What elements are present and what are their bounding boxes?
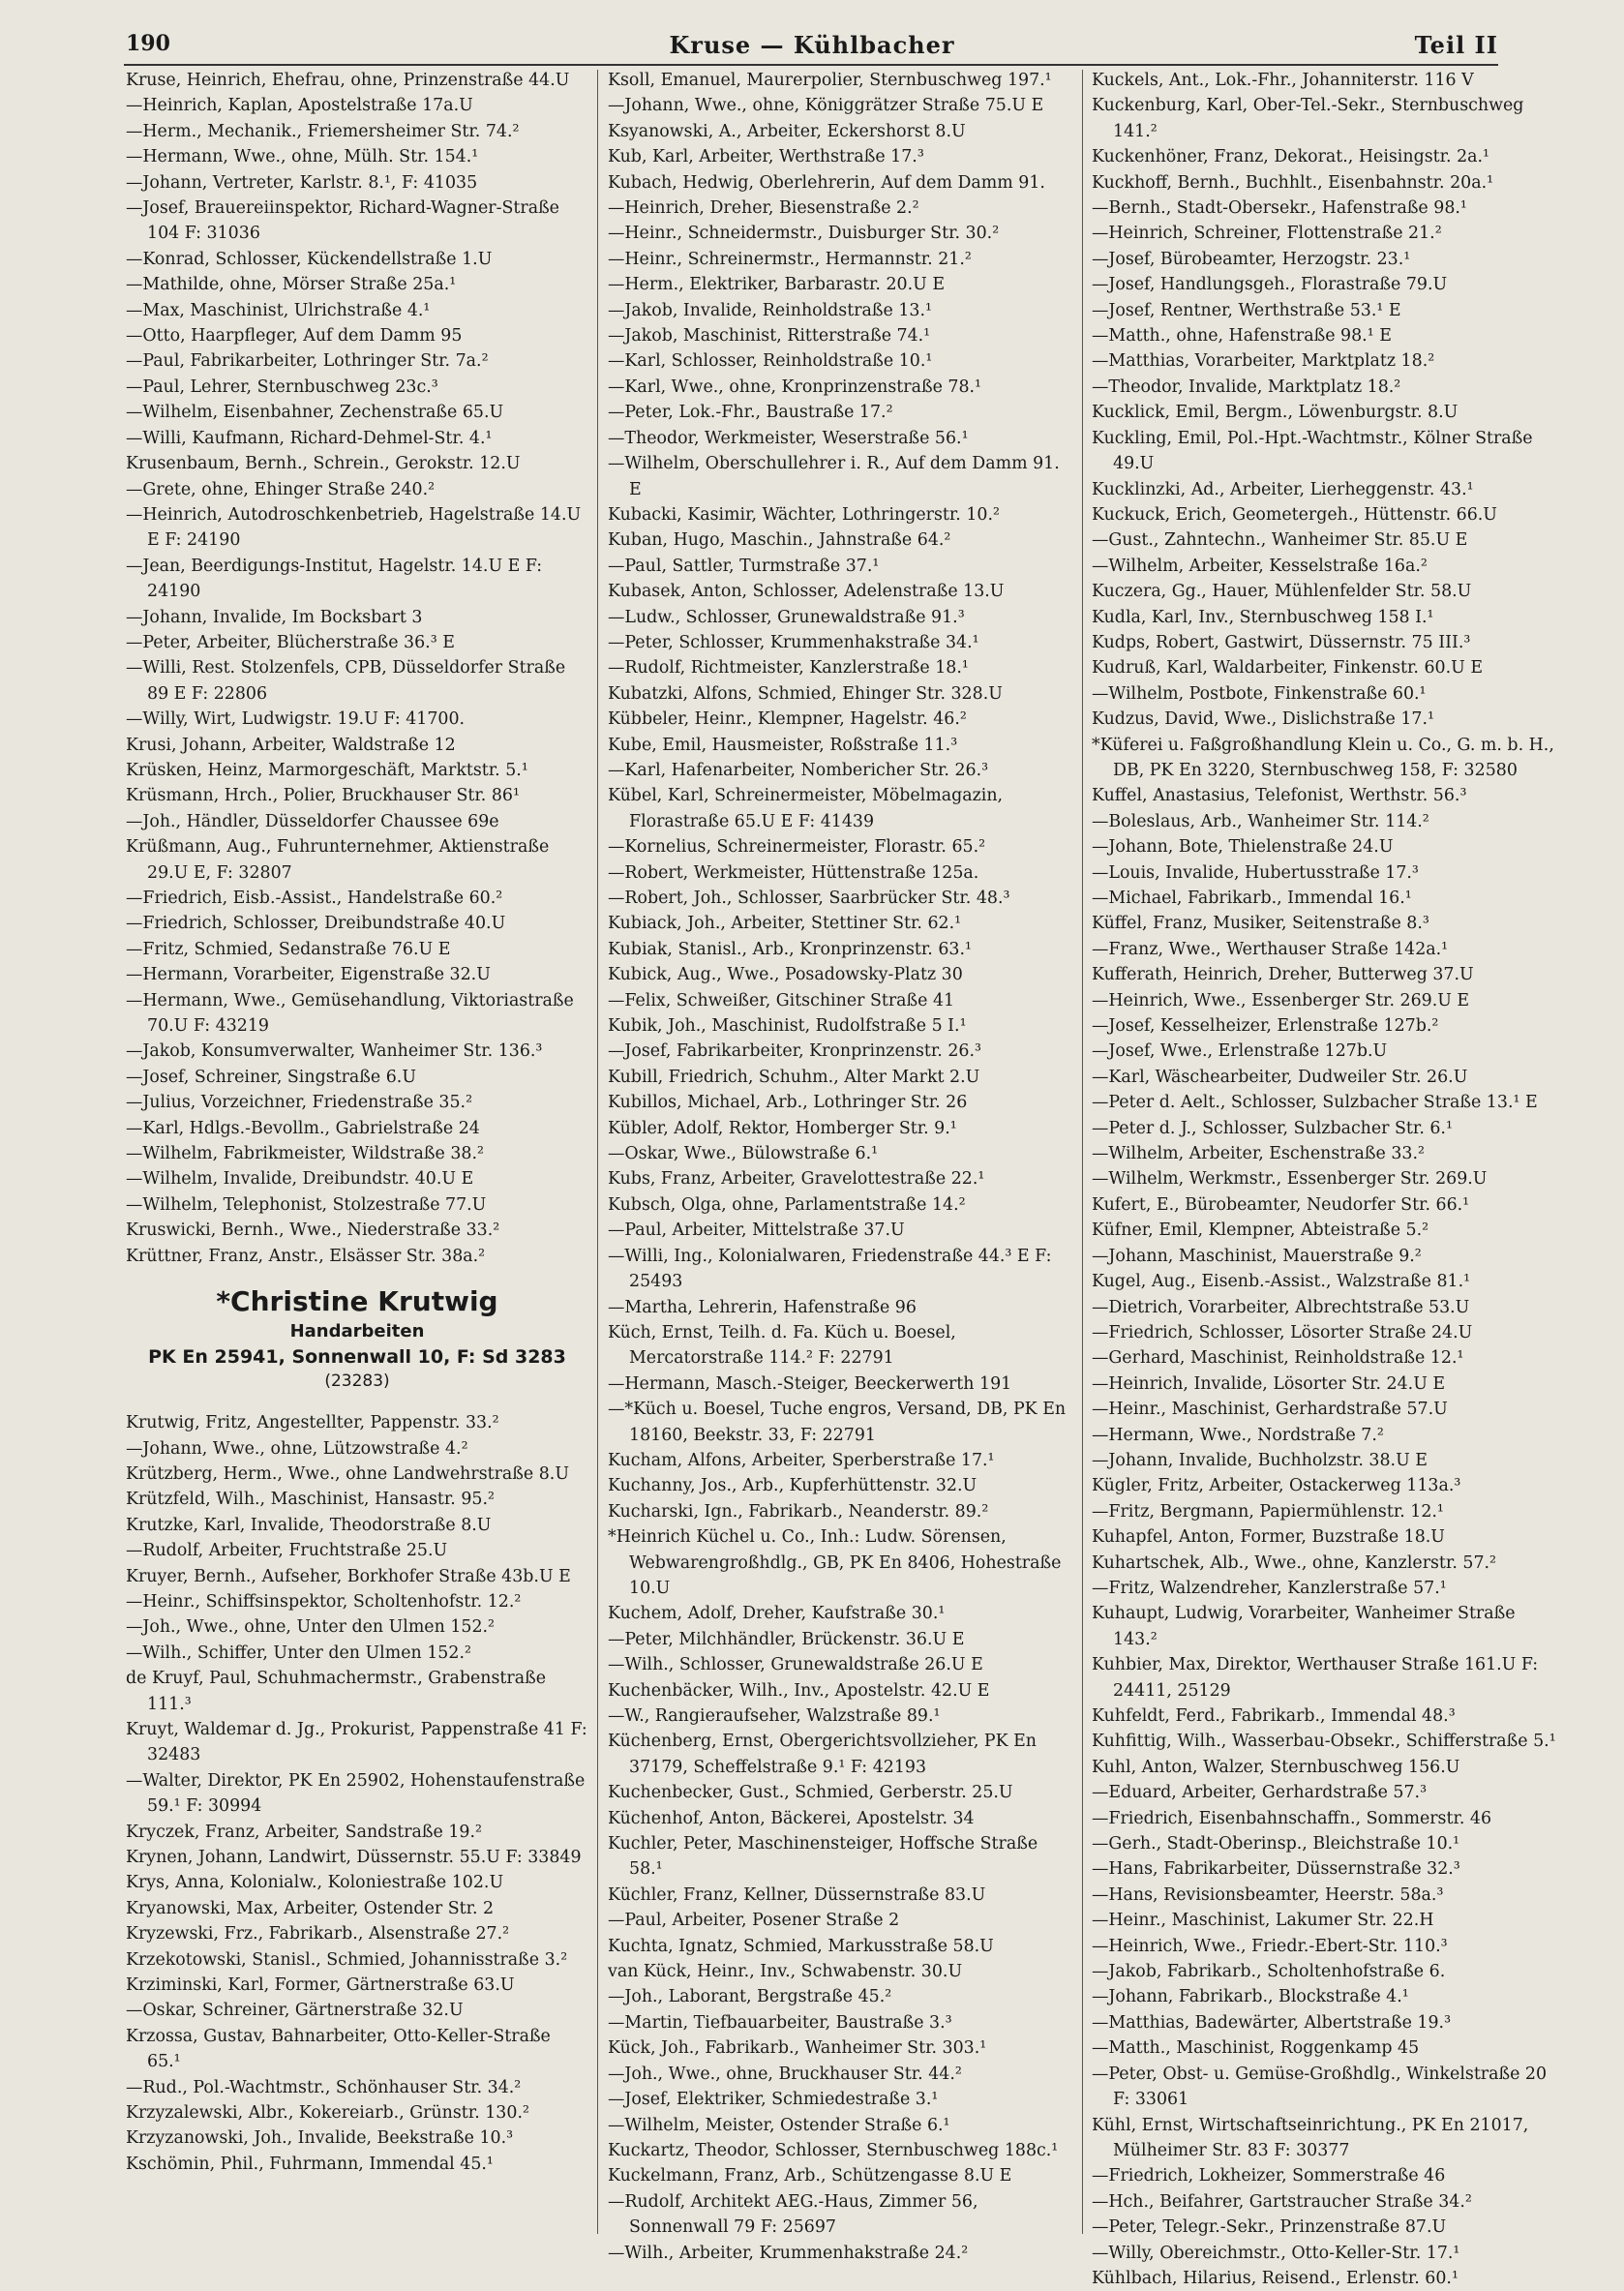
directory-entry: —Johann, Invalide, Im Bocksbart 3 <box>126 607 423 627</box>
running-title: Kruse — Kühlbacher <box>669 31 955 59</box>
directory-entry: —Willi, Kaufmann, Richard-Dehmel-Str. 4.¹ <box>126 428 493 448</box>
directory-entry: —Heinrich, Invalide, Lösorter Str. 24.U E <box>1092 1373 1446 1394</box>
directory-entry: —Jakob, Fabrikarb., Scholtenhofstraße 6. <box>1092 1962 1446 1982</box>
directory-entry: —Rud., Pol.-Wachtmstr., Schönhauser Str. 34.² <box>126 2077 522 2097</box>
directory-entry: Kück, Joh., Fabrikarb., Wanheimer Str. 303.¹ <box>608 2038 987 2059</box>
directory-entry: —Robert, Werkmeister, Hüttenstraße 125a. <box>608 862 979 883</box>
header-rule <box>124 64 1498 66</box>
directory-entry: —Wilhelm, Eisenbahner, Zechenstraße 65.U <box>126 403 504 423</box>
directory-entry: Kuckenburg, Karl, Ober-Tel.-Sekr., Sternbuschweg 141.² <box>1092 96 1524 141</box>
directory-entry: Kub, Karl, Arbeiter, Werthstraße 17.³ <box>608 147 924 167</box>
directory-entry: —*Küch u. Boesel, Tuche engros, Versand, DB, PK En 18160, Beekstr. 33, F: 22791 <box>608 1400 1067 1445</box>
directory-entry: Kruyer, Bernh., Aufseher, Borkhofer Straße 43b.U E <box>126 1566 571 1586</box>
directory-entry: Kschömin, Phil., Fuhrmann, Immendal 45.¹ <box>126 2154 494 2174</box>
directory-entry: Kuchanny, Jos., Arb., Kupferhüttenstr. 32.U <box>608 1476 977 1496</box>
directory-entry: Kucharski, Ign., Fabrikarb., Neanderstr. 89.² <box>608 1501 989 1522</box>
directory-entry: Krusenbaum, Bernh., Schrein., Gerokstr. 12.U <box>126 454 521 474</box>
directory-entry: Kruse, Heinrich, Ehefrau, ohne, Prinzenstraße 44.U <box>126 71 570 90</box>
directory-entry: —Matth., Maschinist, Roggenkamp 45 <box>1092 2038 1420 2059</box>
directory-entry: —Peter d. Aelt., Schlosser, Sulzbacher Straße 13.¹ E <box>1092 1093 1538 1113</box>
directory-entry: Kuchler, Peter, Maschinensteiger, Hoffsche Straße 58.¹ <box>608 1834 1038 1880</box>
directory-entry: —Wilhelm, Werkmstr., Essenberger Str. 269.U <box>1092 1169 1488 1190</box>
directory-entry: —Hermann, Wwe., Gemüsehandlung, Viktoriastraße 70.U F: 43219 <box>126 990 574 1037</box>
directory-entry: *Küferei u. Faßgroßhandlung Klein u. Co., G. m. b. H., DB, PK En 3220, Sternbuschweg 158, F: 32580 <box>1092 735 1554 780</box>
directory-entry: —Rudolf, Arbeiter, Fruchtstraße 25.U <box>126 1541 448 1561</box>
directory-entry: —Hermann, Masch.-Steiger, Beeckerwerth 191 <box>608 1373 1012 1394</box>
directory-entry: —Karl, Wäschearbeiter, Dudweiler Str. 26.U <box>1092 1067 1468 1087</box>
directory-entry: —Jakob, Maschinist, Ritterstraße 74.¹ <box>608 326 931 347</box>
directory-entry: —Matth., ohne, Hafenstraße 98.¹ E <box>1092 326 1392 347</box>
column-1-entries-top <box>126 68 588 1269</box>
directory-entry: —Friedrich, Eisb.-Assist., Handelstraße 60.² <box>126 889 503 908</box>
directory-entry: Kuchenbäcker, Wilh., Inv., Apostelstr. 42.U E <box>608 1680 990 1701</box>
ad-name: *Christine Krutwig <box>216 1285 498 1318</box>
directory-entry: —Friedrich, Lokheizer, Sommerstraße 46 <box>1092 2166 1446 2186</box>
directory-entry: —Johann, Invalide, Buchholzstr. 38.U E <box>1092 1450 1428 1470</box>
directory-entry: Kuckelmann, Franz, Arb., Schützengasse 8.U E <box>608 2166 1012 2186</box>
directory-entry: Kuchta, Ignatz, Schmied, Markusstraße 58.U <box>608 1936 994 1956</box>
directory-entry: Kübbeler, Heinr., Klempner, Hagelstr. 46.² <box>608 709 967 730</box>
directory-entry: —Wilhelm, Invalide, Dreibundstr. 40.U E <box>126 1169 474 1190</box>
directory-entry: —Fritz, Schmied, Sedanstraße 76.U E <box>126 939 451 959</box>
directory-entry: —Heinrich, Wwe., Essenberger Str. 269.U E <box>1092 990 1470 1010</box>
directory-entry: Kucham, Alfons, Arbeiter, Sperberstraße 17.¹ <box>608 1450 995 1470</box>
directory-entry: —Hermann, Wwe., ohne, Mülh. Str. 154.¹ <box>126 147 479 167</box>
directory-entry: —Robert, Joh., Schlosser, Saarbrücker Str. 48.³ <box>608 889 1010 908</box>
directory-entry: —Felix, Schweißer, Gitschiner Straße 41 <box>608 990 955 1010</box>
directory-entry: —Boleslaus, Arb., Wanheimer Str. 114.² <box>1092 811 1429 831</box>
directory-entry: Kufert, E., Bürobeamter, Neudorfer Str. 66.¹ <box>1092 1194 1470 1215</box>
directory-entry: Krys, Anna, Kolonialw., Koloniestraße 102.U <box>126 1873 504 1893</box>
directory-entry: —Heinrich, Kaplan, Apostelstraße 17a.U <box>126 96 473 116</box>
column-1 <box>126 68 588 2236</box>
directory-entry: —Oskar, Schreiner, Gärtnerstraße 32.U <box>126 2001 464 2021</box>
directory-entry: —Theodor, Werkmeister, Weserstraße 56.¹ <box>608 428 969 448</box>
directory-entry: Kühlbach, Hilarius, Reisend., Erlenstr. 60.¹ <box>1092 2268 1459 2288</box>
directory-entry: Kuckartz, Theodor, Schlosser, Sternbuschweg 188c.¹ <box>608 2140 1059 2160</box>
ad-address: PK En 25941, Sonnenwall 10, F: Sd 3283 <box>148 1346 566 1369</box>
directory-entry: Kucklick, Emil, Bergm., Löwenburgstr. 8.U <box>1092 403 1459 423</box>
column-divider <box>1082 70 1083 2234</box>
directory-entry: Kubasek, Anton, Schlosser, Adelenstraße 13.U <box>608 582 1005 602</box>
directory-entry: —Wilhelm, Oberschullehrer i. R., Auf dem Damm 91. E <box>608 454 1060 499</box>
directory-entry: Kugel, Aug., Eisenb.-Assist., Walzstraße 81.¹ <box>1092 1272 1471 1292</box>
directory-entry: —Paul, Sattler, Turmstraße 37.¹ <box>608 556 880 576</box>
directory-entry: Kübel, Karl, Schreinermeister, Möbelmagazin, Florastraße 65.U E F: 41439 <box>608 786 1004 831</box>
directory-entry: —Josef, Kesselheizer, Erlenstraße 127b.² <box>1092 1016 1439 1037</box>
directory-entry: Krziminski, Karl, Former, Gärtnerstraße 63.U <box>126 1975 515 1996</box>
directory-entry: —Josef, Rentner, Werthstraße 53.¹ E <box>1092 300 1401 320</box>
ad-subtitle: Handarbeiten <box>289 1321 425 1342</box>
directory-entry: Kügler, Fritz, Arbeiter, Ostackerweg 113a.³ <box>1092 1476 1461 1496</box>
directory-entry: Krzyzanowski, Joh., Invalide, Beekstraße 10.³ <box>126 2128 514 2149</box>
directory-entry: —Heinrich, Wwe., Friedr.-Ebert-Str. 110.³ <box>1092 1936 1448 1956</box>
directory-entry: Krüttner, Franz, Anstr., Elsässer Str. 38a.² <box>126 1246 486 1266</box>
directory-entry: Kubill, Friedrich, Schuhm., Alter Markt 2.U <box>608 1067 980 1087</box>
directory-entry: Kryzewski, Frz., Fabrikarb., Alsenstraße 27.² <box>126 1924 510 1944</box>
directory-entry: —Johann, Wwe., ohne, Lützowstraße 4.² <box>126 1438 468 1459</box>
directory-entry: Kuckenhöner, Franz, Dekorat., Heisingstr. 2a.¹ <box>1092 147 1490 167</box>
directory-entry: Kubiak, Stanisl., Arb., Kronprinzenstr. 63.¹ <box>608 939 972 959</box>
directory-entry: —Peter, Obst- u. Gemüse-Großhdlg., Winkelstraße 20 F: 33061 <box>1092 2064 1548 2110</box>
directory-entry: —Friedrich, Eisenbahnschaffn., Sommerstr. 46 <box>1092 1808 1492 1828</box>
directory-entry: —Gerhard, Maschinist, Reinholdstraße 12.¹ <box>1092 1348 1464 1369</box>
directory-entry: Kubiack, Joh., Arbeiter, Stettiner Str. 62.¹ <box>608 914 962 934</box>
column-2-entries <box>608 68 1070 2266</box>
directory-entry: —Joh., Wwe., ohne, Bruckhauser Str. 44.² <box>608 2064 962 2084</box>
directory-entry: —Josef, Schreiner, Singstraße 6.U <box>126 1067 416 1087</box>
directory-entry: —Hans, Revisionsbeamter, Heerstr. 58a.³ <box>1092 1884 1444 1905</box>
directory-entry: Krzossa, Gustav, Bahnarbeiter, Otto-Keller-Straße 65.¹ <box>126 2026 551 2072</box>
directory-entry: —Heinrich, Dreher, Biesenstraße 2.² <box>608 198 919 219</box>
directory-entry: —Wilhelm, Postbote, Finkenstraße 60.¹ <box>1092 683 1427 704</box>
directory-entry: Kuhbier, Max, Direktor, Werthauser Straße 161.U F: 24411, 25129 <box>1092 1655 1539 1701</box>
directory-entry: Kuhaupt, Ludwig, Vorarbeiter, Wanheimer Straße 143.² <box>1092 1604 1516 1649</box>
advertisement-box <box>126 1284 588 1393</box>
directory-entry: —Max, Maschinist, Ulrichstraße 4.¹ <box>126 300 431 320</box>
directory-entry: Kuhartschek, Alb., Wwe., ohne, Kanzlerstr. 57.² <box>1092 1552 1497 1573</box>
directory-entry: Krutwig, Fritz, Angestellter, Pappenstr. 33.² <box>126 1413 499 1433</box>
directory-entry: —Josef, Handlungsgeh., Florastraße 79.U <box>1092 275 1448 295</box>
directory-entry: Krüßmann, Aug., Fuhrunternehmer, Aktienstraße 29.U E, F: 32807 <box>126 837 550 883</box>
directory-entry: —Bernh., Stadt-Obersekr., Hafenstraße 98.¹ <box>1092 198 1467 219</box>
directory-entry: —Herm., Elektriker, Barbarastr. 20.U E <box>608 275 946 295</box>
directory-entry: —Jakob, Invalide, Reinholdstraße 13.¹ <box>608 300 932 320</box>
directory-entry: —Martha, Lehrerin, Hafenstraße 96 <box>608 1297 917 1317</box>
directory-entry: —Josef, Fabrikarbeiter, Kronprinzenstr. 26.³ <box>608 1041 981 1062</box>
directory-entry: —Joh., Wwe., ohne, Unter den Ulmen 152.² <box>126 1617 496 1638</box>
directory-entry: Kuhfeldt, Ferd., Fabrikarb., Immendal 48.³ <box>1092 1706 1456 1726</box>
directory-entry: —Hch., Beifahrer, Gartstraucher Straße 34.² <box>1092 2191 1472 2212</box>
directory-entry: Krynen, Johann, Landwirt, Düssernstr. 55.U F: 33849 <box>126 1848 582 1867</box>
directory-entry: —Willy, Obereichmstr., Otto-Keller-Str. 17.¹ <box>1092 2243 1460 2263</box>
column-3-entries <box>1092 68 1556 2291</box>
directory-entry: —Willy, Wirt, Ludwigstr. 19.U F: 41700. <box>126 709 466 730</box>
directory-entry: Küch, Ernst, Teilh. d. Fa. Küch u. Boesel, Mercatorstraße 114.² F: 22791 <box>608 1322 956 1369</box>
column-2 <box>608 68 1070 2263</box>
directory-entry: —Heinr., Maschinist, Lakumer Str. 22.H <box>1092 1911 1434 1931</box>
ad-code: (23283) <box>324 1372 390 1392</box>
directory-entry: Kube, Emil, Hausmeister, Roßstraße 11.³ <box>608 735 958 755</box>
directory-entry: —Josef, Wwe., Erlenstraße 127b.U <box>1092 1041 1388 1062</box>
directory-entry: de Kruyf, Paul, Schuhmachermstr., Grabenstraße 111.³ <box>126 1669 547 1714</box>
directory-entry: Kudzus, David, Wwe., Dislichstraße 17.¹ <box>1092 709 1434 730</box>
directory-entry: Kübler, Adolf, Rektor, Homberger Str. 9.¹ <box>608 1118 957 1138</box>
directory-entry: Kuckling, Emil, Pol.-Hpt.-Wachtmstr., Kölner Straße 49.U <box>1092 428 1533 474</box>
directory-entry: —Paul, Lehrer, Sternbuschweg 23c.³ <box>126 377 438 397</box>
directory-entry: —Hans, Fabrikarbeiter, Düssernstraße 32.³ <box>1092 1859 1460 1880</box>
directory-entry: Küfner, Emil, Klempner, Abteistraße 5.² <box>1092 1221 1429 1241</box>
directory-entry: —Heinr., Schiffsinspektor, Scholtenhofstr. 12.² <box>126 1591 522 1612</box>
directory-entry: —Wilh., Schlosser, Grunewaldstraße 26.U E <box>608 1655 983 1675</box>
directory-entry: Kuhl, Anton, Walzer, Sternbuschweg 156.U <box>1092 1757 1460 1777</box>
directory-entry: —W., Rangieraufseher, Walzstraße 89.¹ <box>608 1706 941 1726</box>
page-header <box>0 27 1624 66</box>
directory-entry: Kuffel, Anastasius, Telefonist, Werthstr. 56.³ <box>1092 786 1467 806</box>
directory-entry: —Johann, Bote, Thielenstraße 24.U <box>1092 837 1394 858</box>
directory-entry: Küffel, Franz, Musiker, Seitenstraße 8.³ <box>1092 914 1429 934</box>
directory-entry: —Ludw., Schlosser, Grunewaldstraße 91.³ <box>608 607 965 627</box>
directory-entry: —Josef, Bürobeamter, Herzogstr. 23.¹ <box>1092 249 1411 269</box>
directory-entry: —Matthias, Vorarbeiter, Marktplatz 18.² <box>1092 351 1435 372</box>
directory-entry: —Heinr., Maschinist, Gerhardstraße 57.U <box>1092 1400 1448 1420</box>
directory-entry: —Wilhelm, Arbeiter, Eschenstraße 33.² <box>1092 1144 1425 1164</box>
directory-entry: —Julius, Vorzeichner, Friedenstraße 35.² <box>126 1093 473 1113</box>
directory-entry: —Friedrich, Schlosser, Dreibundstraße 40.U <box>126 914 506 934</box>
directory-entry: Kudruß, Karl, Waldarbeiter, Finkenstr. 60.U E <box>1092 658 1484 678</box>
directory-entry: Krüsken, Heinz, Marmorgeschäft, Marktstr. 5.¹ <box>126 760 528 780</box>
directory-entry: —Jean, Beerdigungs-Institut, Hagelstr. 14.U E F: 24190 <box>126 556 543 602</box>
directory-entry: —Wilh., Schiffer, Unter den Ulmen 152.² <box>126 1643 471 1663</box>
directory-entry: —Peter, Schlosser, Krummenhakstraße 34.¹ <box>608 632 979 652</box>
directory-entry: —Jakob, Konsumverwalter, Wanheimer Str. 136.³ <box>126 1041 543 1062</box>
part-label: Teil II <box>1414 31 1498 59</box>
directory-entry: —Heinr., Schneidermstr., Duisburger Str. 30.² <box>608 224 1000 244</box>
directory-entry: Kuckuck, Erich, Geometergeh., Hüttenstr. 66.U <box>1092 504 1497 525</box>
directory-entry: —Michael, Fabrikarb., Immendal 16.¹ <box>1092 889 1412 908</box>
directory-entry: —Heinrich, Autodroschkenbetrieb, Hagelstraße 14.U E F: 24190 <box>126 504 582 551</box>
directory-entry: —Mathilde, ohne, Mörser Straße 25a.¹ <box>126 275 457 295</box>
directory-entry: —Hermann, Vorarbeiter, Eigenstraße 32.U <box>126 965 491 985</box>
directory-entry: Kuczera, Gg., Hauer, Mühlenfelder Str. 58.U <box>1092 582 1472 602</box>
directory-entry: —Peter d. J., Schlosser, Sulzbacher Str. 6.¹ <box>1092 1118 1453 1138</box>
directory-entry: —Otto, Haarpfleger, Auf dem Damm 95 <box>126 326 463 347</box>
directory-entry: Kuhapfel, Anton, Former, Buzstraße 18.U <box>1092 1527 1445 1548</box>
directory-entry: —Johann, Maschinist, Mauerstraße 9.² <box>1092 1246 1422 1266</box>
directory-entry: Krutzke, Karl, Invalide, Theodorstraße 8.U <box>126 1515 492 1535</box>
directory-entry: Küchenhof, Anton, Bäckerei, Apostelstr. 34 <box>608 1808 975 1828</box>
directory-entry: —Paul, Arbeiter, Posener Straße 2 <box>608 1911 900 1931</box>
directory-entry: —Wilh., Arbeiter, Krummenhakstraße 24.² <box>608 2243 969 2263</box>
directory-entry: Küchler, Franz, Kellner, Düssernstraße 83.U <box>608 1884 986 1905</box>
directory-entry: —Grete, ohne, Ehinger Straße 240.² <box>126 479 436 499</box>
column-1-entries-bottom <box>126 1410 588 2177</box>
directory-entry: Kubsch, Olga, ohne, Parlamentstraße 14.² <box>608 1194 966 1215</box>
directory-entry: —Peter, Milchhändler, Brückenstr. 36.U E <box>608 1629 965 1649</box>
directory-entry: Kryanowski, Max, Arbeiter, Ostender Str. 2 <box>126 1898 495 1918</box>
directory-entry: Kubach, Hedwig, Oberlehrerin, Auf dem Damm 91. <box>608 172 1045 193</box>
directory-entry: Krzekotowski, Stanisl., Schmied, Johannisstraße 3.² <box>126 1949 568 1970</box>
directory-entry: —Eduard, Arbeiter, Gerhardstraße 57.³ <box>1092 1783 1428 1803</box>
directory-entry: —Willi, Rest. Stolzenfels, CPB, Düsseldorfer Straße 89 E F: 22806 <box>126 658 566 704</box>
directory-entry: Kuckels, Ant., Lok.-Fhr., Johanniterstr. 116 V <box>1092 71 1474 90</box>
directory-entry: Kuchenbecker, Gust., Schmied, Gerberstr. 25.U <box>608 1783 1013 1803</box>
directory-entry: Kuhfittig, Wilh., Wasserbau-Obsekr., Schifferstraße 5.¹ <box>1092 1732 1556 1752</box>
directory-entry: Krützfeld, Wilh., Maschinist, Hansastr. 95.² <box>126 1490 495 1510</box>
page-number: 190 <box>126 31 170 56</box>
directory-entry: —Matthias, Badewärter, Albertstraße 19.³ <box>1092 2012 1452 2033</box>
directory-entry: —Joh., Laborant, Bergstraße 45.² <box>608 1987 892 2007</box>
directory-entry: —Friedrich, Schlosser, Lösorter Straße 24.U <box>1092 1322 1473 1342</box>
directory-entry: Kuckhoff, Bernh., Buchhlt., Eisenbahnstr. 20a.¹ <box>1092 172 1494 193</box>
directory-entry: —Paul, Arbeiter, Mittelstraße 37.U <box>608 1221 905 1241</box>
directory-entry: —Walter, Direktor, PK En 25902, Hohenstaufenstraße 59.¹ F: 30994 <box>126 1770 586 1817</box>
directory-entry: —Johann, Fabrikarb., Blockstraße 4.¹ <box>1092 1987 1409 2007</box>
directory-entry: —Gust., Zahntechn., Wanheimer Str. 85.U E <box>1092 530 1468 551</box>
directory-entry: —Franz, Wwe., Werthauser Straße 142a.¹ <box>1092 939 1449 959</box>
directory-entry: —Josef, Brauereiinspektor, Richard-Wagner-Straße 104 F: 31036 <box>126 198 559 244</box>
directory-entry: Kubillos, Michael, Arb., Lothringer Str. 26 <box>608 1093 968 1113</box>
directory-entry: —Louis, Invalide, Hubertusstraße 17.³ <box>1092 862 1419 883</box>
directory-entry: —Herm., Mechanik., Friemersheimer Str. 74.² <box>126 121 520 141</box>
directory-entry: Kubatzki, Alfons, Schmied, Ehinger Str. 328.U <box>608 683 1003 704</box>
directory-entry: —Fritz, Bergmann, Papiermühlenstr. 12.¹ <box>1092 1501 1444 1522</box>
directory-entry: —Paul, Fabrikarbeiter, Lothringer Str. 7a.² <box>126 351 489 372</box>
directory-entry: —Gerh., Stadt-Oberinsp., Bleichstraße 10.¹ <box>1092 1834 1460 1854</box>
directory-entry: Kruyt, Waldemar d. Jg., Prokurist, Pappenstraße 41 F: 32483 <box>126 1719 587 1765</box>
directory-entry: Kudps, Robert, Gastwirt, Düssernstr. 75 III.³ <box>1092 632 1471 652</box>
directory-entry: Kühl, Ernst, Wirtschaftseinrichtung., PK En 21017, Mülheimer Str. 83 F: 30377 <box>1092 2115 1529 2160</box>
directory-entry: Küchenberg, Ernst, Obergerichtsvollzieher, PK En 37179, Scheffelstraße 9.¹ F: 42193 <box>608 1732 1037 1777</box>
directory-entry: —Fritz, Walzendreher, Kanzlerstraße 57.¹ <box>1092 1578 1447 1598</box>
directory-entry: Kubs, Franz, Arbeiter, Gravelottestraße 22.¹ <box>608 1169 985 1190</box>
directory-entry: Kudla, Karl, Inv., Sternbuschweg 158 I.¹ <box>1092 607 1434 627</box>
directory-entry: Kruswicki, Bernh., Wwe., Niederstraße 33.² <box>126 1221 500 1241</box>
directory-entry: —Johann, Vertreter, Karlstr. 8.¹, F: 41035 <box>126 172 478 193</box>
directory-entry: —Karl, Hdlgs.-Bevollm., Gabrielstraße 24 <box>126 1118 480 1138</box>
directory-entry: *Heinrich Küchel u. Co., Inh.: Ludw. Sörensen, Webwarengroßhdlg., GB, PK En 8406, Hohestraße 10.U <box>608 1527 1062 1598</box>
directory-entry: Kubik, Joh., Maschinist, Rudolfstraße 5 I.¹ <box>608 1016 967 1037</box>
directory-entry: Kuban, Hugo, Maschin., Jahnstraße 64.² <box>608 530 951 551</box>
directory-entry: —Martin, Tiefbauarbeiter, Baustraße 3.³ <box>608 2012 952 2033</box>
directory-entry: Krützberg, Herm., Wwe., ohne Landwehrstraße 8.U <box>126 1463 569 1484</box>
directory-entry: —Wilhelm, Telephonist, Stolzestraße 77.U <box>126 1194 487 1215</box>
directory-entry: —Josef, Elektriker, Schmiedestraße 3.¹ <box>608 2090 939 2110</box>
directory-entry: Kufferath, Heinrich, Dreher, Butterweg 37.U <box>1092 965 1474 985</box>
directory-entry: —Heinr., Schreinermstr., Hermannstr. 21.² <box>608 249 972 269</box>
directory-entry: —Oskar, Wwe., Bülowstraße 6.¹ <box>608 1144 879 1164</box>
directory-entry: Krusi, Johann, Arbeiter, Waldstraße 12 <box>126 735 456 755</box>
directory-entry: —Hermann, Wwe., Nordstraße 7.² <box>1092 1425 1384 1445</box>
directory-entry: —Rudolf, Richtmeister, Kanzlerstraße 18.¹ <box>608 658 969 678</box>
directory-entry: Kubick, Aug., Wwe., Posadowsky-Platz 30 <box>608 965 963 985</box>
directory-entry: Kubacki, Kasimir, Wächter, Lothringerstr. 10.² <box>608 504 1000 525</box>
directory-entry: —Karl, Hafenarbeiter, Nombericher Str. 26.³ <box>608 760 989 780</box>
directory-entry: Kryczek, Franz, Arbeiter, Sandstraße 19.² <box>126 1822 482 1842</box>
directory-entry: —Peter, Lok.-Fhr., Baustraße 17.² <box>608 403 893 423</box>
directory-entry: —Karl, Schlosser, Reinholdstraße 10.¹ <box>608 351 933 372</box>
directory-entry: —Dietrich, Vorarbeiter, Albrechtstraße 53.U <box>1092 1297 1470 1317</box>
directory-entry: Kucklinzki, Ad., Arbeiter, Lierheggenstr. 43.¹ <box>1092 479 1474 499</box>
directory-entry: —Theodor, Invalide, Marktplatz 18.² <box>1092 377 1401 397</box>
directory-entry: —Peter, Telegr.-Sekr., Prinzenstraße 87.U <box>1092 2217 1447 2238</box>
directory-entry: Kuchem, Adolf, Dreher, Kaufstraße 30.¹ <box>608 1604 946 1624</box>
directory-entry: —Kornelius, Schreinermeister, Florastr. 65.² <box>608 837 986 858</box>
directory-entry: —Wilhelm, Arbeiter, Kesselstraße 16a.² <box>1092 556 1428 576</box>
directory-entry: —Wilhelm, Meister, Ostender Straße 6.¹ <box>608 2115 950 2135</box>
directory-entry: —Joh., Händler, Düsseldorfer Chaussee 69e <box>126 811 499 831</box>
directory-entry: —Wilhelm, Fabrikmeister, Wildstraße 38.² <box>126 1144 484 1164</box>
directory-entry: —Rudolf, Architekt AEG.-Haus, Zimmer 56, Sonnenwall 79 F: 25697 <box>608 2191 978 2238</box>
directory-entry: Krzyzalewski, Albr., Kokereiarb., Grünstr. 130.² <box>126 2103 529 2124</box>
directory-entry: —Peter, Arbeiter, Blücherstraße 36.³ E <box>126 632 455 652</box>
directory-entry: Ksyanowski, A., Arbeiter, Eckershorst 8.U <box>608 121 966 141</box>
column-divider <box>597 70 598 2234</box>
directory-entry: —Heinrich, Schreiner, Flottenstraße 21.² <box>1092 224 1442 244</box>
directory-entry: —Karl, Wwe., ohne, Kronprinzenstraße 78.¹ <box>608 377 982 397</box>
directory-entry: —Johann, Wwe., ohne, Königgrätzer Straße 75.U E <box>608 96 1044 116</box>
directory-entry: —Willi, Ing., Kolonialwaren, Friedenstraße 44.³ E F: 25493 <box>608 1246 1052 1292</box>
directory-entry: Ksoll, Emanuel, Maurerpolier, Sternbuschweg 197.¹ <box>608 71 1052 90</box>
directory-entry: —Konrad, Schlosser, Kückendellstraße 1.U <box>126 249 493 269</box>
column-3 <box>1092 68 1556 2288</box>
directory-entry: Krüsmann, Hrch., Polier, Bruckhauser Str. 86¹ <box>126 786 520 806</box>
directory-entry: van Kück, Heinr., Inv., Schwabenstr. 30.U <box>608 1962 963 1982</box>
